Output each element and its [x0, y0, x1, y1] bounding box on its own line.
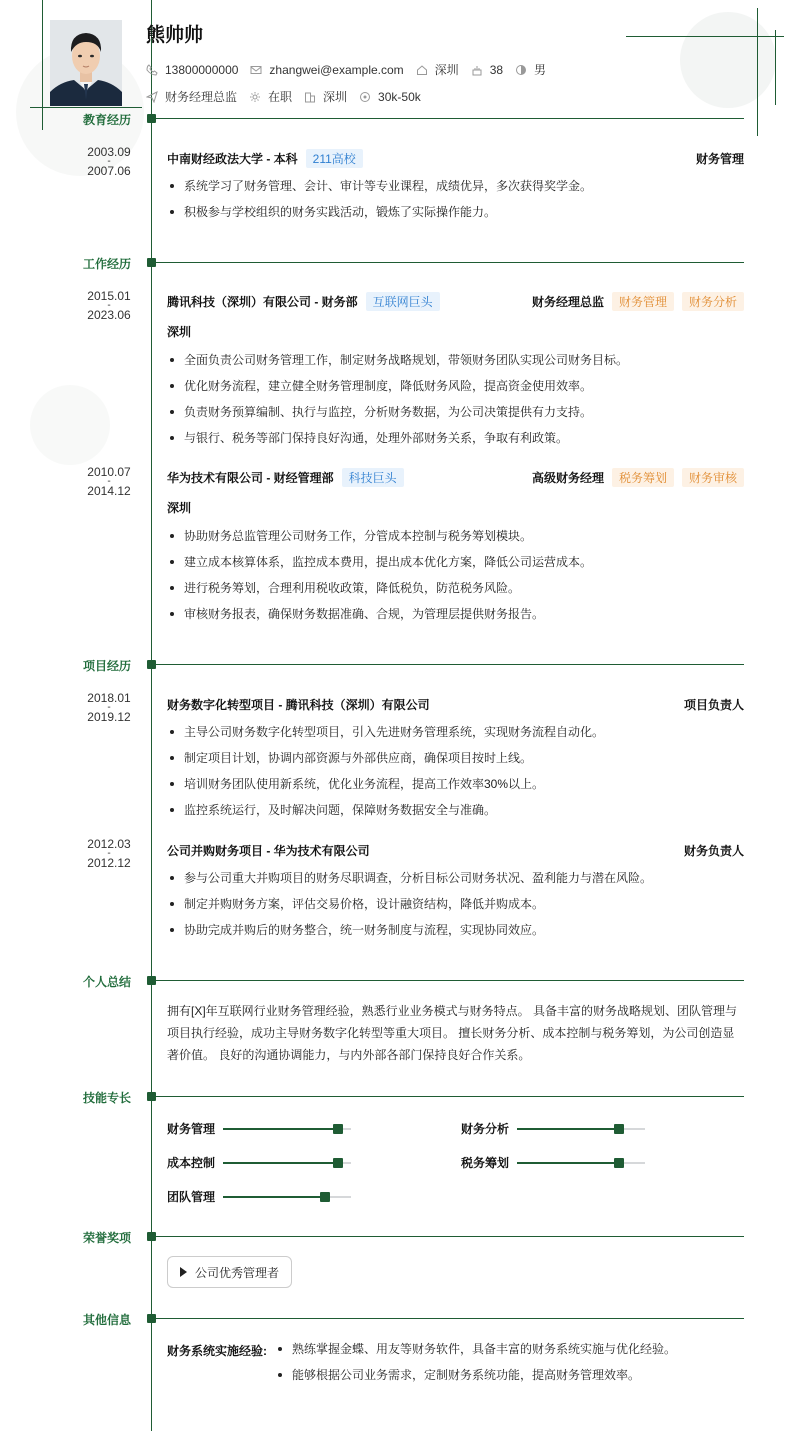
date-start: 2010.07	[87, 465, 131, 479]
section-divider	[156, 664, 744, 665]
company-tag: 科技巨头	[342, 468, 404, 487]
email	[250, 63, 403, 77]
section-marker	[147, 976, 156, 985]
list-item: 监控系统运行，及时解决问题，保障财务数据安全与准确。	[167, 803, 744, 829]
avatar	[50, 20, 122, 106]
section-marker	[147, 1092, 156, 1101]
list-item: 与银行、税务等部门保持良好沟通，处理外部财务关系，争取有利政策。	[167, 431, 744, 457]
city	[416, 61, 459, 78]
skill-knob	[333, 1158, 343, 1168]
skill-fill	[517, 1162, 619, 1164]
school-tag: 211高校	[306, 149, 363, 168]
list-item: 建立成本核算体系，监控成本费用，提出成本优化方案，降低公司运营成本。	[167, 555, 744, 581]
edu-header	[167, 149, 744, 168]
work-bullets	[167, 353, 744, 457]
job-role: 高级财务经理	[531, 471, 604, 485]
section-title-work: 工作经历	[83, 257, 132, 271]
work-location: 深圳	[167, 325, 192, 339]
skill-bar	[517, 1162, 645, 1164]
date-end: 2019.12	[87, 710, 131, 724]
send-icon	[146, 91, 158, 103]
other-bullets	[275, 1342, 745, 1394]
phone-icon	[146, 64, 158, 76]
target-position	[146, 88, 237, 105]
skill-name: 财务分析	[461, 1122, 510, 1136]
section-divider	[156, 980, 744, 981]
date-start: 2018.01	[87, 691, 131, 705]
section-marker	[147, 258, 156, 267]
phone-text: 13800000000	[165, 62, 239, 77]
section-title-skills: 技能专长	[83, 1091, 132, 1105]
phone	[146, 63, 238, 77]
skill-item	[461, 1154, 645, 1171]
list-item: 培训财务团队使用新系统，优化业务流程，提高工作效率30%以上。	[167, 777, 744, 803]
skill-tag: 税务筹划	[612, 468, 674, 487]
list-item: 积极参与学校组织的财务实践活动，锻炼了实际操作能力。	[167, 205, 744, 231]
skill-fill	[223, 1196, 325, 1198]
cake-icon	[471, 64, 483, 76]
gear-icon	[249, 91, 261, 103]
company-tag: 互联网巨头	[366, 292, 440, 311]
section-title-summary: 个人总结	[83, 975, 132, 989]
skill-bar	[223, 1162, 351, 1164]
work-header	[167, 292, 744, 311]
project-bullets	[167, 871, 744, 949]
skill-tag: 财务分析	[682, 292, 744, 311]
list-item: 协助财务总监管理公司财务工作，分管成本控制与税务筹划模块。	[167, 529, 744, 555]
date-end: 2007.06	[87, 164, 131, 178]
gender-icon	[515, 64, 527, 76]
skill-tag: 财务管理	[612, 292, 674, 311]
edu-date: 2003.09 - 2007.06	[87, 145, 131, 178]
major: 财务管理	[695, 152, 744, 166]
project-date: 2018.01 - 2019.12	[87, 691, 131, 724]
section-title-education: 教育经历	[83, 113, 132, 127]
project-header	[167, 696, 744, 713]
skill-item	[167, 1154, 351, 1171]
skill-item	[167, 1188, 351, 1205]
skill-knob	[320, 1192, 330, 1202]
decor-line	[775, 30, 776, 105]
list-item: 进行税务筹划，合理利用税收政策，降低税负，防范税务风险。	[167, 581, 744, 607]
list-item: 能够根据公司业务需求，定制财务系统功能，提高财务管理效率。	[275, 1368, 745, 1394]
project-name: 公司并购财务项目 - 华为技术有限公司	[167, 844, 370, 858]
skill-name: 成本控制	[167, 1156, 216, 1170]
salary-text: 30k-50k	[378, 89, 421, 104]
decor-line	[42, 0, 43, 130]
building-icon	[304, 91, 316, 103]
salary	[359, 90, 421, 104]
date-start: 2015.01	[87, 289, 131, 303]
company-name: 华为技术有限公司 - 财经管理部	[167, 471, 334, 485]
section-title-honors: 荣誉奖项	[83, 1231, 132, 1245]
date-start: 2012.03	[87, 837, 131, 851]
age-text: 38	[489, 62, 504, 77]
list-item: 熟练掌握金蝶、用友等财务软件，具备丰富的财务系统实施与优化经验。	[275, 1342, 745, 1368]
mail-icon	[250, 64, 262, 76]
list-item: 审核财务报表，确保财务数据准确、合规，为管理层提供财务报告。	[167, 607, 744, 633]
target-position-text: 财务经理总监	[165, 90, 238, 104]
intent-row	[146, 88, 433, 105]
decor-circle	[680, 12, 776, 108]
decor-line	[626, 36, 784, 37]
date-end: 2014.12	[87, 484, 131, 498]
list-item: 参与公司重大并购项目的财务尽职调查，分析目标公司财务状况、盈利能力与潜在风险。	[167, 871, 744, 897]
project-header	[167, 842, 744, 859]
list-item: 制定并购财务方案，评估交易价格，设计融资结构，降低并购成本。	[167, 897, 744, 923]
work-bullets	[167, 529, 744, 633]
list-item: 制定项目计划，协调内部资源与外部供应商，确保项目按时上线。	[167, 751, 744, 777]
skill-name: 税务筹划	[461, 1156, 510, 1170]
list-item: 负责财务预算编制、执行与监控，分析财务数据，为公司决策提供有力支持。	[167, 405, 744, 431]
timeline-line	[151, 0, 152, 1431]
project-role: 项目负责人	[683, 698, 744, 712]
section-divider	[156, 1318, 744, 1319]
skill-bar	[223, 1128, 351, 1130]
skill-fill	[223, 1162, 338, 1164]
list-item: 全面负责公司财务管理工作，制定财务战略规划，带领财务团队实现公司财务目标。	[167, 353, 744, 379]
section-divider	[156, 118, 744, 119]
section-title-other: 其他信息	[83, 1313, 132, 1327]
work-location: 深圳	[167, 501, 192, 515]
gender	[515, 61, 546, 78]
skill-name: 财务管理	[167, 1122, 216, 1136]
skill-tag: 财务审核	[682, 468, 744, 487]
skill-knob	[333, 1124, 343, 1134]
work-date: 2010.07 - 2014.12	[87, 465, 131, 498]
project-role: 财务负责人	[683, 844, 744, 858]
section-marker	[147, 1232, 156, 1241]
skill-name: 团队管理	[167, 1190, 216, 1204]
date-start: 2003.09	[87, 145, 131, 159]
email-text: zhangwei@example.com	[269, 62, 404, 77]
project-date: 2012.03 - 2012.12	[87, 837, 131, 870]
decor-line	[30, 107, 142, 108]
skill-knob	[614, 1124, 624, 1134]
section-divider	[156, 262, 744, 263]
date-end: 2012.12	[87, 856, 131, 870]
job-role: 财务经理总监	[531, 295, 604, 309]
status	[249, 88, 292, 105]
section-marker	[147, 114, 156, 123]
project-bullets	[167, 725, 744, 829]
decor-line	[757, 8, 758, 136]
contact-row	[146, 61, 558, 78]
company-name: 腾讯科技（深圳）有限公司 - 财务部	[167, 295, 358, 309]
decor-circle	[30, 385, 110, 465]
target-city-text: 深圳	[323, 90, 348, 104]
skill-bar	[223, 1196, 351, 1198]
status-text: 在职	[268, 90, 293, 104]
section-marker	[147, 1314, 156, 1323]
list-item: 主导公司财务数字化转型项目，引入先进财务管理系统，实现财务流程自动化。	[167, 725, 744, 751]
section-marker	[147, 660, 156, 669]
section-divider	[156, 1236, 744, 1237]
play-icon	[180, 1267, 187, 1277]
skill-fill	[517, 1128, 619, 1130]
target-city	[304, 88, 347, 105]
award-label: 公司优秀管理者	[195, 1265, 280, 1280]
section-divider	[156, 1096, 744, 1097]
skill-knob	[614, 1158, 624, 1168]
edu-bullets	[167, 179, 744, 231]
skill-fill	[223, 1128, 338, 1130]
candidate-name: 熊帅帅	[146, 25, 204, 46]
list-item: 优化财务流程，建立健全财务管理制度，降低财务风险，提高资金使用效率。	[167, 379, 744, 405]
city-text: 深圳	[434, 63, 459, 77]
home-icon	[416, 64, 428, 76]
gender-text: 男	[534, 63, 547, 77]
project-name: 财务数字化转型项目 - 腾讯科技（深圳）有限公司	[167, 698, 430, 712]
award-item[interactable]	[167, 1256, 292, 1288]
coin-icon	[359, 91, 371, 103]
skill-bar	[517, 1128, 645, 1130]
summary-text: 拥有[X]年互联网行业财务管理经验，熟悉行业业务模式与财务特点。 具备丰富的财务战略规划、团队管理与项目执行经验，成功主导财务数字化转型等重大项目。 擅长财务分析、成本控制与税务筹划，为公司创造显著价值。 良好的沟通协调能力，与内外部各部门保持良好合作关系。	[167, 1004, 738, 1062]
work-header	[167, 468, 744, 487]
skill-item	[167, 1120, 351, 1137]
other-label: 财务系统实施经验:	[167, 1344, 267, 1358]
section-title-projects: 项目经历	[83, 659, 132, 673]
work-date: 2015.01 - 2023.06	[87, 289, 131, 322]
list-item: 协助完成并购后的财务整合，统一财务制度与流程，实现协同效应。	[167, 923, 744, 949]
school-name: 中南财经政法大学 - 本科	[167, 152, 298, 166]
skill-item	[461, 1120, 645, 1137]
list-item: 系统学习了财务管理、会计、审计等专业课程，成绩优异，多次获得奖学金。	[167, 179, 744, 205]
age	[471, 63, 503, 77]
date-end: 2023.06	[87, 308, 131, 322]
